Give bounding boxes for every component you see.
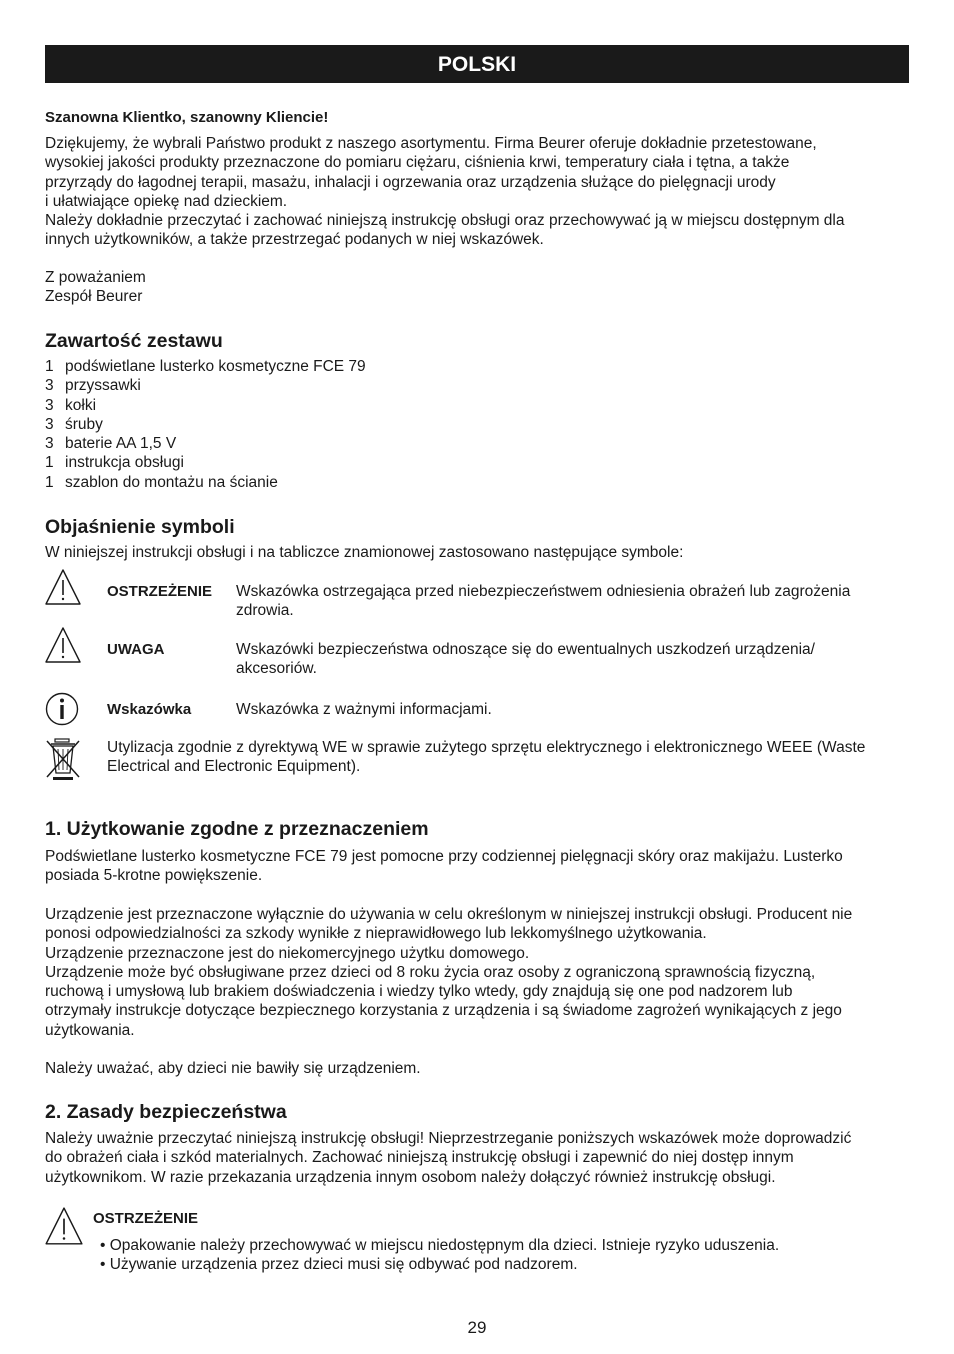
info-icon (45, 690, 81, 730)
symbol-description: Wskazówki bezpieczeństwa odnoszące się do ewentualnych uszkodzeń urządzenia/ akcesoriów. (236, 641, 815, 678)
section-1-p3-wrap (45, 1059, 909, 1078)
symbol-label: OSTRZEŻENIE (107, 583, 213, 600)
item-label: podświetlane lusterko kosmetyczne FCE 79 (65, 358, 366, 375)
symbol-label: UWAGA (107, 641, 165, 658)
warning-triangle-icon (45, 1206, 83, 1248)
list-item (45, 453, 909, 472)
item-qty: 3 (45, 377, 54, 395)
symbol-description: Wskazówka z ważnymi informacjami. (236, 701, 492, 718)
list-item (45, 434, 909, 453)
section-1-heading: 1. Użytkowanie zgodne z przeznaczeniem (45, 818, 429, 840)
symbol-label: Wskazówka (107, 701, 192, 718)
section-1-p2-wrap (45, 905, 909, 1040)
item-label: śruby (65, 415, 103, 433)
symbol-description: Utylizacja zgodnie z dyrektywą WE w sprawie zużytego sprzętu elektrycznego i elektronicznego WEEE (Waste Electrical and Electronic Equipment). (107, 739, 866, 776)
list-item: • Opakowanie należy przechowywać w miejscu niedostępnym dla dzieci. Istnieje ryzyko uduszenia. (100, 1237, 780, 1254)
warning-triangle-icon (45, 568, 81, 608)
item-qty: 1 (45, 454, 54, 472)
item-qty: 3 (45, 396, 54, 414)
list-item (45, 376, 909, 395)
list-item: • Używanie urządzenia przez dzieci musi się odbywać pod nadzorem. (100, 1256, 578, 1274)
section-1-paragraph: Należy uważać, aby dzieci nie bawiły się urządzeniem. (45, 1060, 421, 1077)
closing-line-2: Zespół Beurer (45, 288, 143, 306)
item-label: przyssawki (65, 377, 141, 395)
symbols-heading: Objaśnienie symboli (45, 516, 235, 538)
item-label: instrukcja obsługi (65, 454, 184, 472)
intro-body-wrap (45, 134, 909, 250)
section-2-p1-wrap (45, 1129, 909, 1187)
warning-bullets (100, 1236, 909, 1275)
intro-section (45, 108, 909, 127)
item-qty: 1 (45, 473, 54, 491)
symbol-description: Wskazówka ostrzegająca przed niebezpieczeństwem odniesienia obrażeń lub zagrożenia zdrowia. (236, 583, 851, 620)
warning-label: OSTRZEŻENIE (93, 1210, 199, 1227)
section-2-heading: 2. Zasady bezpieczeństwa (45, 1101, 287, 1123)
list-item (45, 396, 909, 415)
greeting: Szanowna Klientko, szanowny Kliencie! (45, 109, 329, 126)
item-qty: 3 (45, 415, 54, 433)
weee-crossed-bin-icon (45, 737, 81, 781)
page-number: 29 (467, 1318, 487, 1337)
language-banner: POLSKI (45, 45, 909, 83)
item-label: kołki (65, 396, 97, 414)
section-2-paragraph: Należy uważnie przeczytać niniejszą instrukcję obsługi! Nieprzestrzeganie poniższych wskazówek może doprowadzić do obrażeń ciała i szkód materialnych. Zachować niniejszą instrukcję obsługi i zapewnić do niej dostęp innym użytkownikom. W razie przekazania urządzenia innym osobom należy dołączyć również instrukcję obsługi. (45, 1130, 852, 1186)
list-item (45, 473, 909, 492)
section-1-p1-wrap (45, 847, 909, 886)
item-label: baterie AA 1,5 V (65, 435, 177, 453)
item-label: szablon do montażu na ścianie (65, 473, 278, 491)
section-1-paragraph: Urządzenie jest przeznaczone wyłącznie do używania w celu określonym w niniejszej instrukcji obsługi. Producent nie ponosi odpowiedzialności za szkody wynikłe z nieprawidłowego lub lekkomyślnego użytkowania. Urządzenie przeznaczone jest do niekomercyjnego użytku domowego. Urządzenie może być obsługiwane przez dzieci od 8 roku życia oraz osoby z ograniczoną sprawnością fizyczną, ruchową i umysłową lub brakiem doświadczenia i wiedzy tylko wtedy, gdy znajdują się one pod nadzorem lub otrzymały instrukcje dotyczące bezpiecznego korzystania z urządzenia i są świadome zagrożeń wynikających z jego użytkowania. (45, 906, 853, 1039)
contents-list (45, 357, 909, 492)
symbols-intro: W niniejszej instrukcji obsługi i na tabliczce znamionowej zastosowano następujące symbole: (45, 544, 684, 561)
item-qty: 3 (45, 435, 54, 453)
contents-list-wrap (45, 357, 909, 492)
list-item (45, 357, 909, 376)
closing (45, 268, 909, 307)
warning-triangle-icon (45, 626, 81, 666)
symbols-intro-wrap (45, 543, 909, 562)
closing-line-1: Z poważaniem (45, 269, 146, 286)
intro-body: Dziękujemy, że wybrali Państwo produkt z naszego asortymentu. Firma Beurer oferuje dokładnie przetestowane, wysokiej jakości produkty przeznaczone do pomiaru ciężaru, ciśnienia krwi, temperatury ciała i tętna, a także przyrządy do łagodnej terapii, masażu, inhalacji i ogrzewania oraz urządzenia służące do pielęgnacji urody i ułatwiające opiekę nad dzieckiem. Należy dokładnie przeczytać i zachować niniejszą instrukcję obsługi oraz przechowywać ją w miejscu dostępnym dla innych użytkowników, a także przestrzegać podanych w niej wskazówek. (45, 135, 845, 249)
item-qty: 1 (45, 358, 54, 375)
list-item (45, 415, 909, 434)
contents-heading: Zawartość zestawu (45, 330, 223, 352)
section-1-paragraph: Podświetlane lusterko kosmetyczne FCE 79 jest pomocne przy codziennej pielęgnacji skóry oraz makijażu. Lusterko posiada 5-krotne powiększenie. (45, 848, 843, 885)
